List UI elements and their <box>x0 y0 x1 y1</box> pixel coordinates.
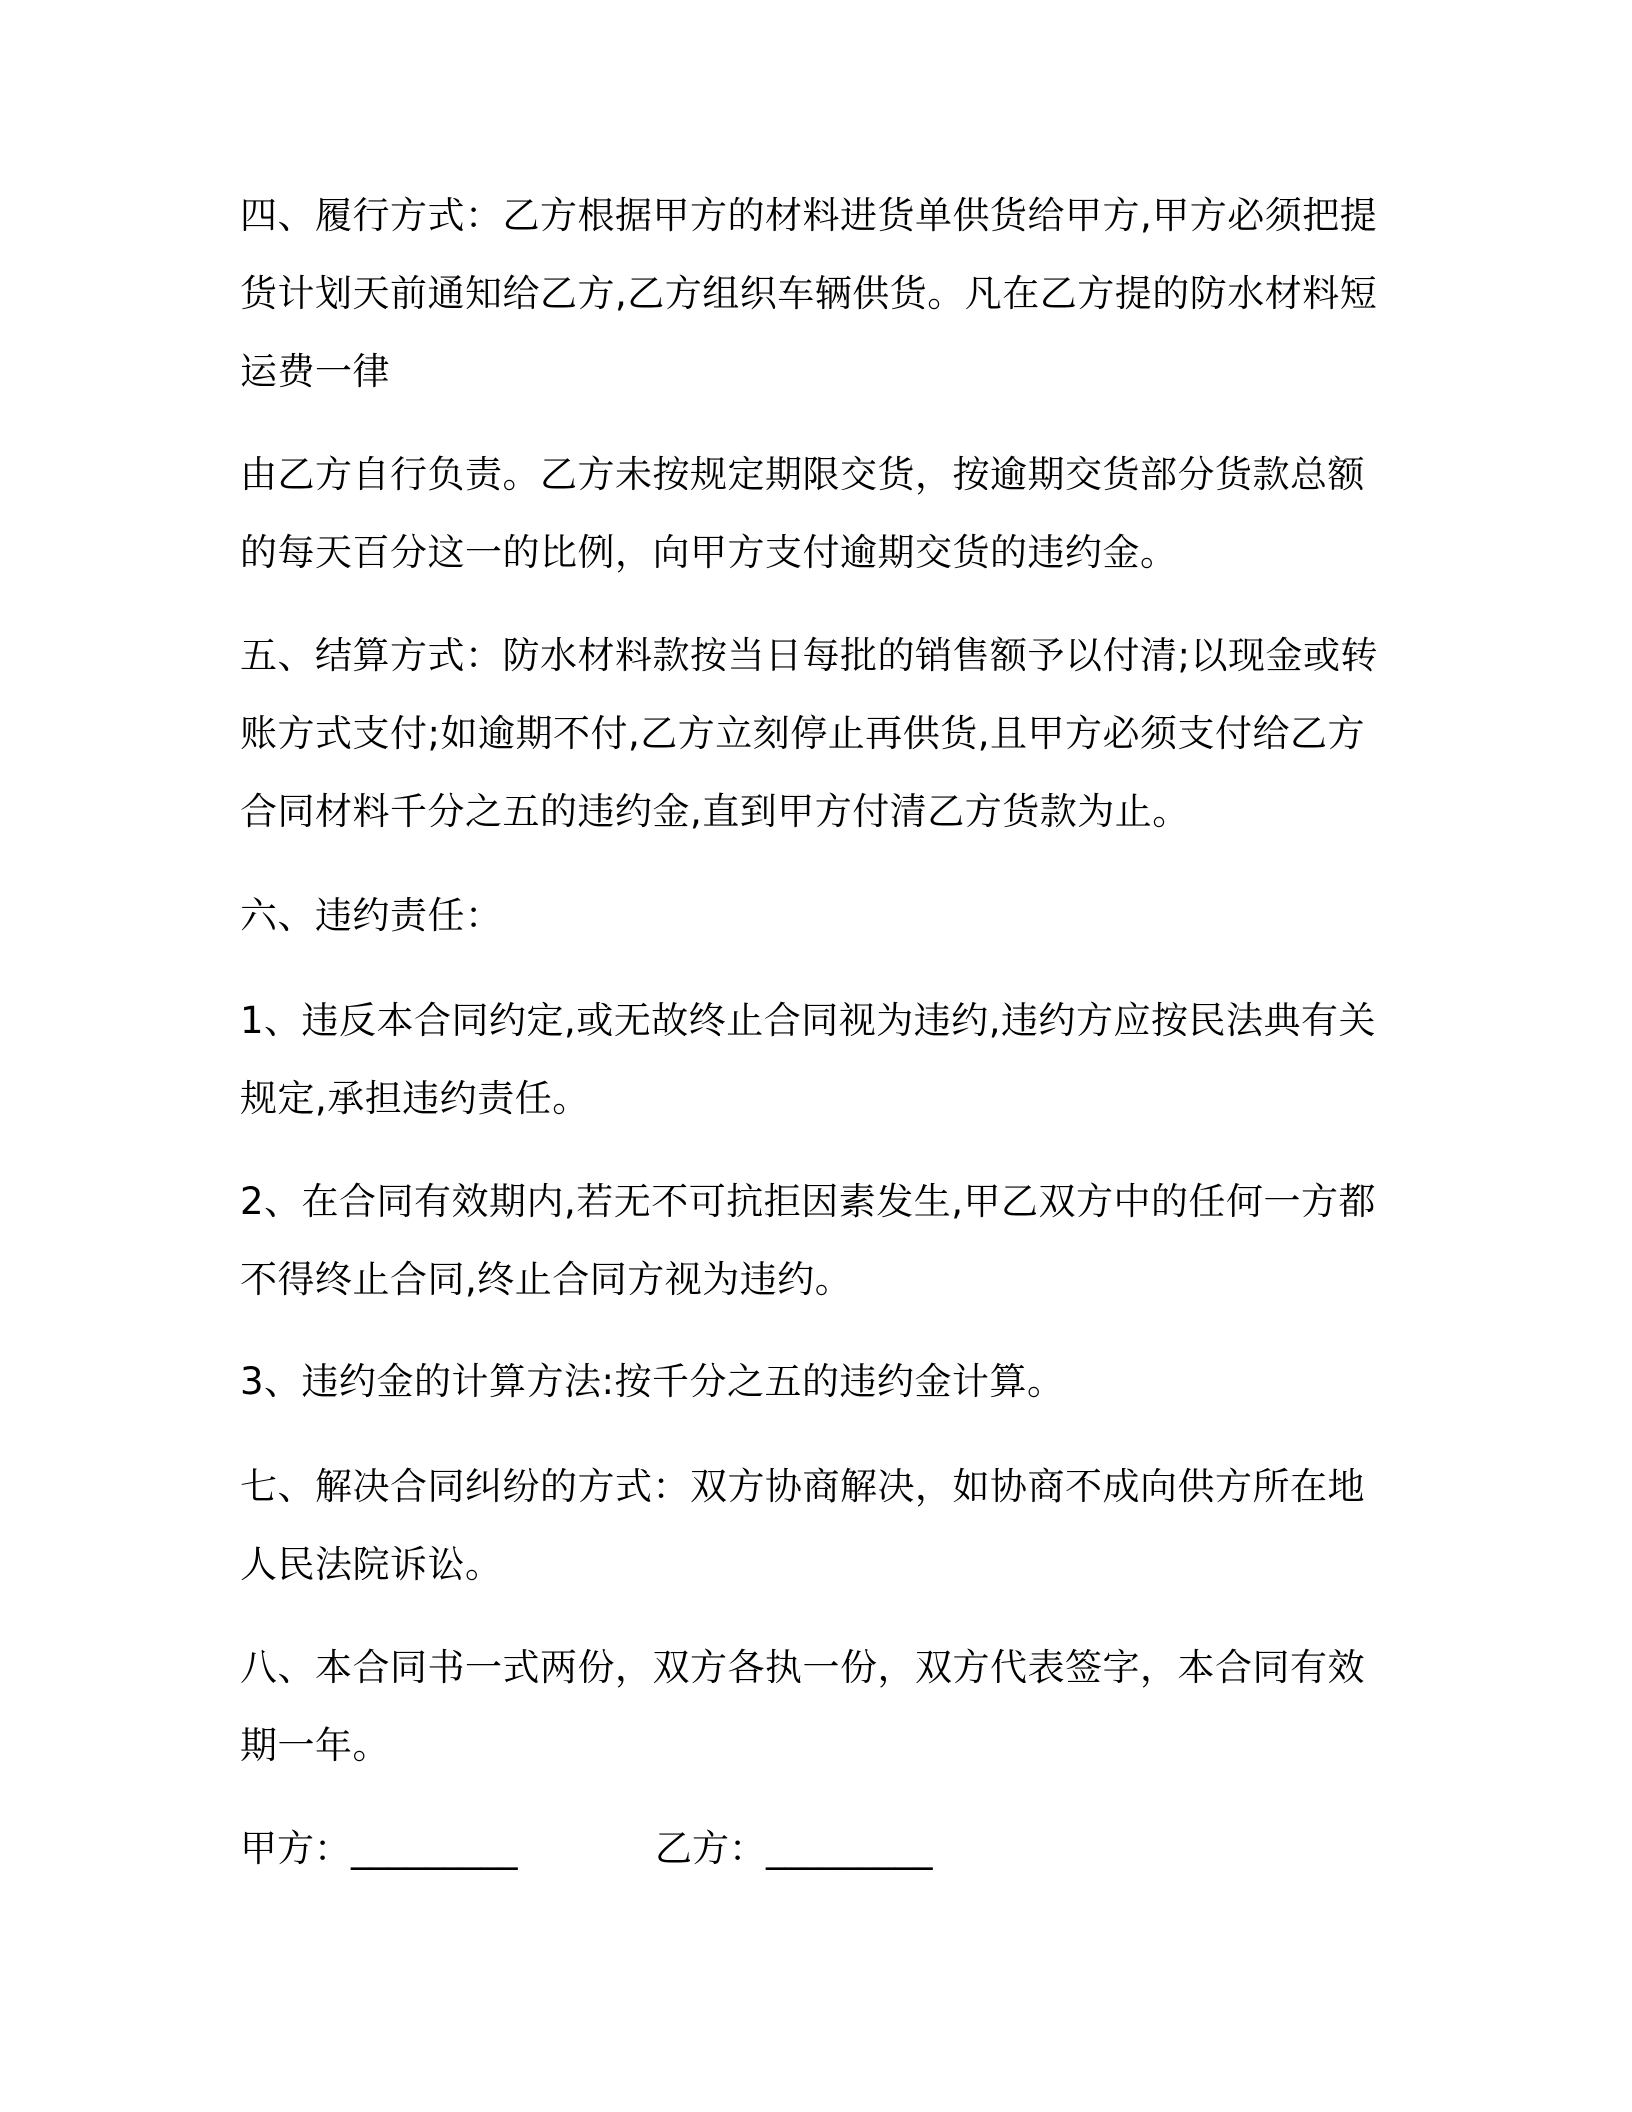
section-4-performance-part1 <box>240 177 1378 411</box>
section-6-item-2 <box>240 1163 1375 1319</box>
section-8-copies-validity <box>240 1629 1375 1785</box>
signature-row <box>240 1810 933 1888</box>
party-b-signature-line: 乙方：_________ <box>655 1827 933 1870</box>
text-line: 不得终止合同,终止合同方视为违约。 <box>240 1258 853 1301</box>
section-5-settlement <box>240 617 1378 851</box>
text-line: 五、结算方式：防水材料款按当日每批的销售额予以付清;以现金或转 <box>240 634 1378 677</box>
section-7-dispute-resolution <box>240 1448 1375 1604</box>
section-6-item-3 <box>240 1343 1375 1421</box>
text-line: 期一年。 <box>240 1724 390 1767</box>
text-line: 账方式支付;如逾期不付,乙方立刻停止再供货,且甲方必须支付给乙方 <box>240 712 1365 755</box>
text-line: 八、本合同书一式两份，双方各执一份，双方代表签字，本合同有效 <box>240 1646 1365 1689</box>
section-4-performance-part2 <box>240 436 1375 592</box>
party-a-signature-line: 甲方：_________ <box>240 1827 518 1870</box>
text-line: 货计划天前通知给乙方,乙方组织车辆供货。凡在乙方提的防水材料短 <box>240 272 1378 315</box>
text-line: 四、履行方式：乙方根据甲方的材料进货单供货给甲方,甲方必须把提 <box>240 194 1378 237</box>
text-line: 3、违约金的计算方法:按千分之五的违约金计算。 <box>240 1360 1065 1403</box>
section-6-item-1 <box>240 982 1375 1138</box>
text-line: 运费一律 <box>240 350 390 393</box>
text-line: 规定,承担违约责任。 <box>240 1077 590 1120</box>
text-line: 七、解决合同纠纷的方式：双方协商解决，如协商不成向供方所在地 <box>240 1465 1365 1508</box>
text-line: 1、违反本合同约定,或无故终止合同视为违约,违约方应按民法典有关 <box>240 999 1377 1042</box>
text-line: 的每天百分这一的比例，向甲方支付逾期交货的违约金。 <box>240 531 1178 574</box>
section-6-title <box>240 877 1375 955</box>
text-line: 人民法院诉讼。 <box>240 1543 503 1586</box>
text-line: 由乙方自行负责。乙方未按规定期限交货，按逾期交货部分货款总额 <box>240 453 1365 496</box>
text-line: 2、在合同有效期内,若无不可抗拒因素发生,甲乙双方中的任何一方都 <box>240 1180 1377 1223</box>
section-heading: 六、违约责任： <box>240 894 503 937</box>
text-line: 合同材料千分之五的违约金,直到甲方付清乙方货款为止。 <box>240 790 1190 833</box>
